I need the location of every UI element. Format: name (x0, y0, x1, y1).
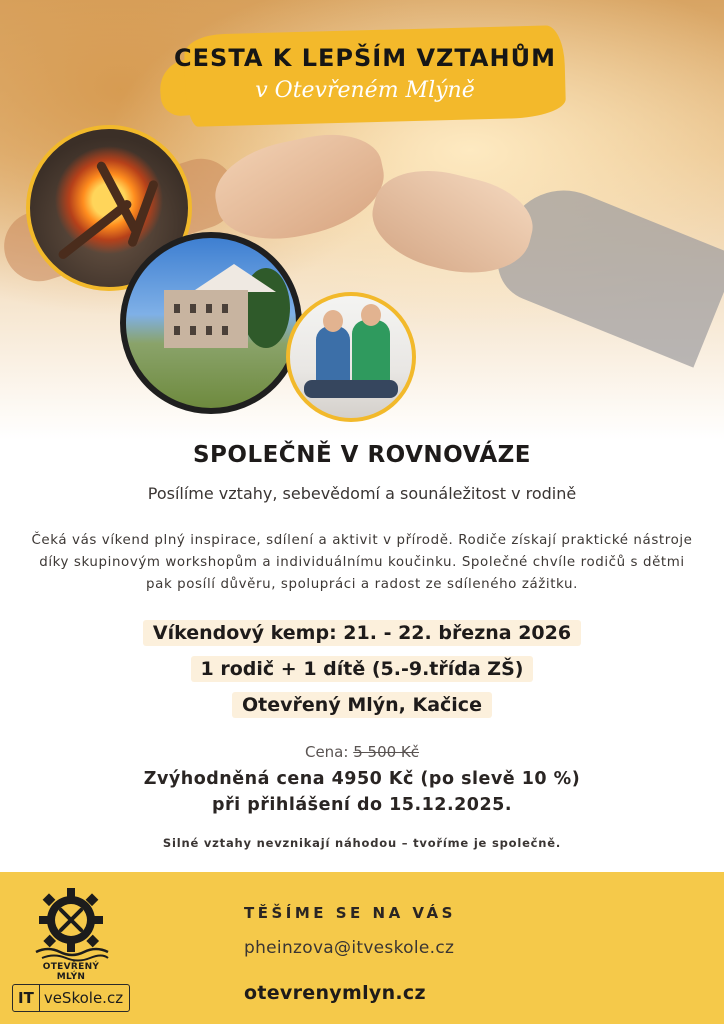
section-subheading: Posílíme vztahy, sebevědomí a sounáležitost v rodině (147, 484, 577, 503)
original-price (0, 743, 724, 761)
right-arm-graphic (486, 172, 724, 367)
itveskole-logo-icon (12, 984, 130, 1012)
title-brush-stroke (184, 25, 566, 127)
price-label: Cena: (304, 743, 349, 761)
contact-email-link[interactable]: pheinzova@itveskole.cz (244, 938, 455, 958)
event-location: Otevřený Mlýn, Kačice (232, 692, 492, 718)
mill-wheel-logo-icon (28, 886, 114, 962)
discount-price-line: Zvýhodněná cena 4950 Kč (po slevě 10 %) (143, 769, 581, 789)
otevreny-mlyn-logo (28, 886, 114, 982)
logo-it-prefix: IT (13, 985, 40, 1011)
website-link[interactable]: otevrenymlyn.cz (244, 982, 426, 1004)
deadline-line: při přihlášení do 15.12.2025. (211, 795, 512, 815)
event-date: Víkendový kemp: 21. - 22. března 2026 (143, 620, 581, 646)
hero-banner (0, 0, 724, 440)
old-price: 5 500 Kč (353, 743, 420, 761)
footer (0, 872, 724, 1024)
hero-title: CESTA K LEPŠÍM VZTAHŮM (174, 44, 556, 72)
footer-title: TĚŠÍME SE NA VÁS (244, 904, 456, 922)
description-text: Čeká vás víkend plný inspirace, sdílení a aktivit v přírodě. Rodiče získají praktické nástroje díky skupinovým workshopům a individuálnímu koučinku. Společné chvíle rodičů s dětmi pak posílí důvěru, spolupráci a radost ze sdíleného zážitku. (31, 533, 693, 592)
left-fist-graphic (207, 123, 393, 251)
section-heading: SPOLEČNĚ V ROVNOVÁZE (192, 442, 532, 468)
discount-offer (0, 766, 724, 818)
slogan: Silné vztahy nevznikají náhodou – tvoříme je společně. (162, 836, 562, 850)
hero-subtitle: v Otevřeném Mlýně (255, 78, 475, 103)
logo-it-rest: veSkole.cz (43, 989, 124, 1007)
mill-building-photo (120, 232, 302, 414)
participants-info: 1 rodič + 1 dítě (5.-9.třída ZŠ) (191, 656, 534, 682)
logo-mlyn-text: OTEVŘENÝ MLÝN (42, 962, 100, 982)
parent-child-photo (286, 292, 416, 422)
